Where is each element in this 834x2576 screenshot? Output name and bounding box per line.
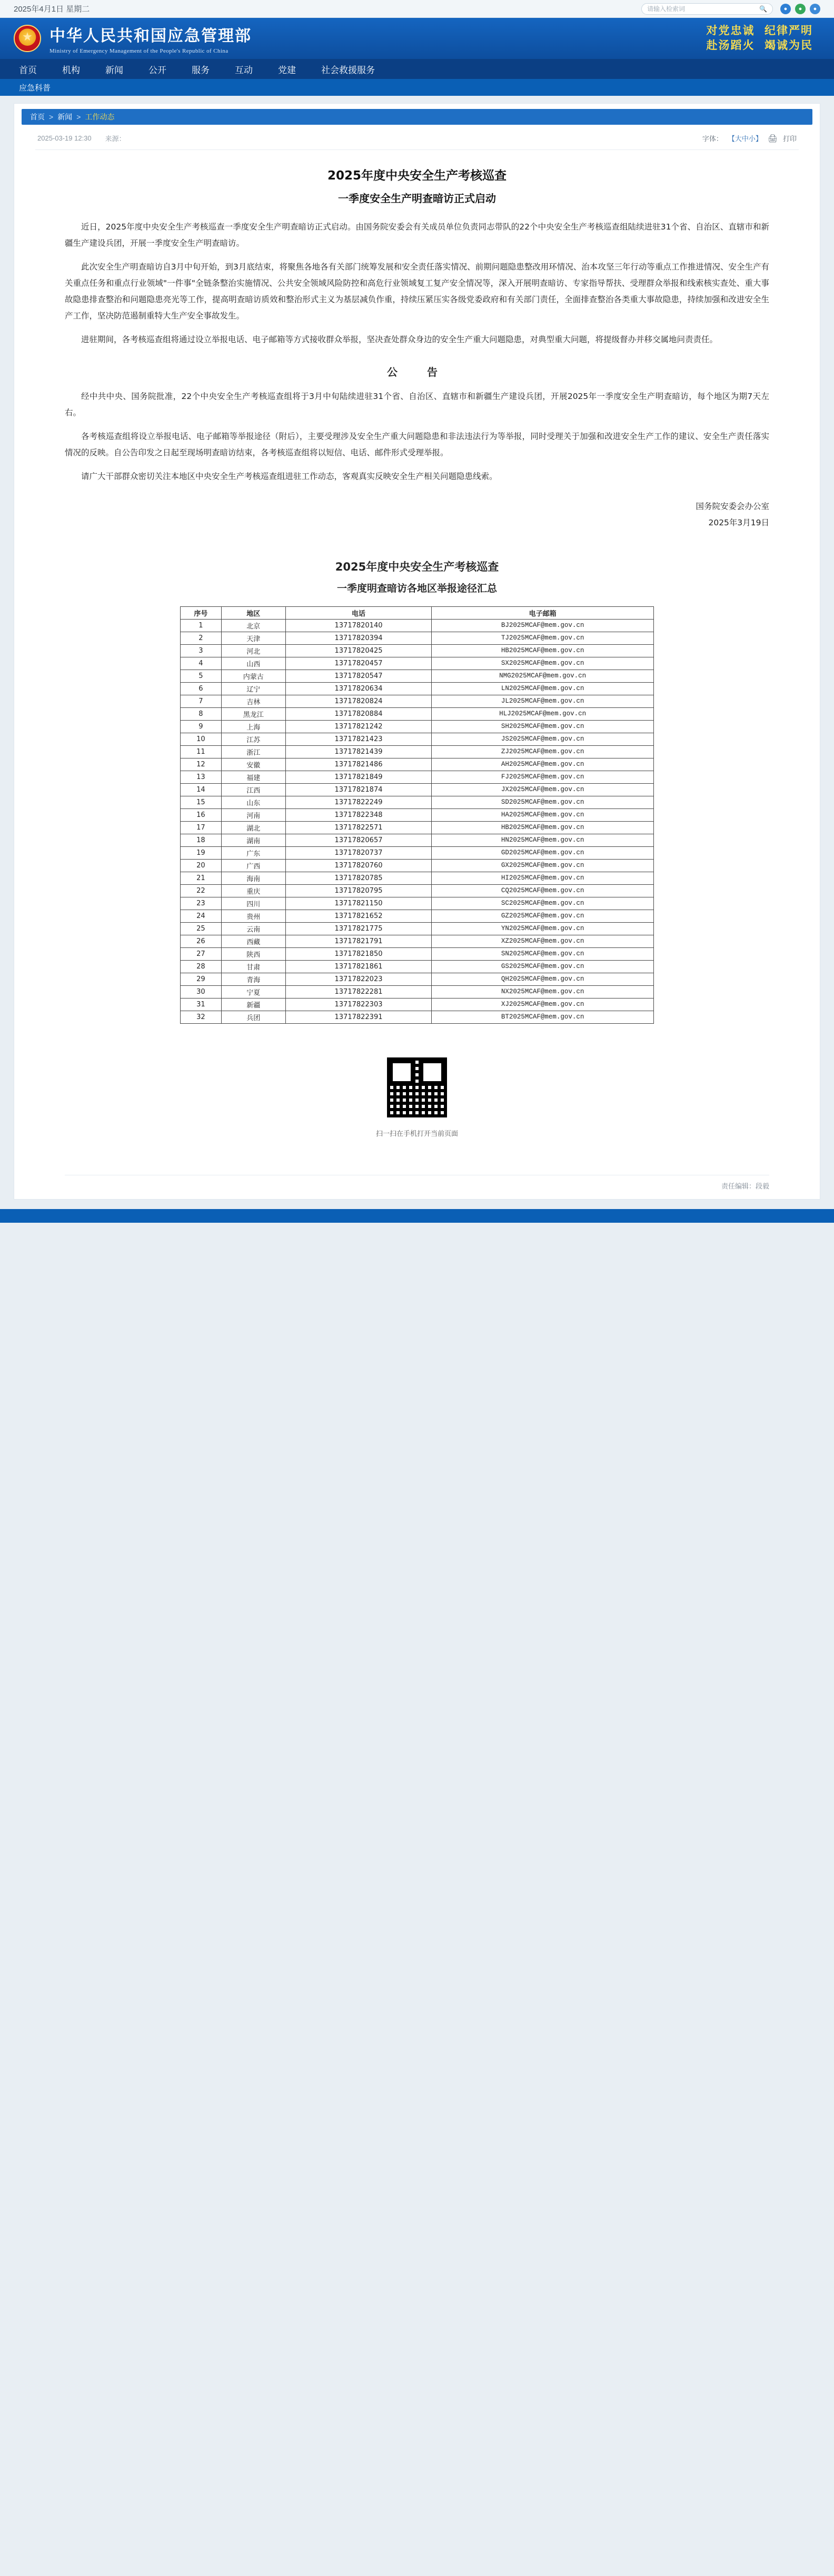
cell-phone: 13717821150 — [285, 897, 431, 910]
cell-index: 24 — [181, 910, 222, 922]
nav-item-social-rescue[interactable]: 社会救援服务 — [321, 65, 375, 75]
cell-region: 宁夏 — [221, 985, 285, 998]
cell-region: 北京 — [221, 619, 285, 632]
slogan-row-1 — [707, 24, 820, 38]
cell-index: 20 — [181, 859, 222, 872]
notice-paragraph: 请广大干部群众密切关注本地区中央安全生产考核巡查组进驻工作动态，客观真实反映安全生产相关问题隐患线索。 — [81, 471, 498, 481]
cell-region: 青海 — [221, 973, 285, 985]
qr-code-icon — [384, 1054, 450, 1121]
cell-phone: 13717822023 — [285, 973, 431, 985]
article-paragraph: 近日，2025年度中央安全生产考核巡查一季度安全生产明查暗访正式启动。由国务院安委会有关成员单位负责同志带队的22个中央安全生产考核巡查组陆续进驻31个省、自治区、直辖市和新疆生产建设兵团，开展一季度安全生产明查暗访。 — [65, 222, 769, 248]
table-row — [181, 947, 654, 960]
cell-region: 山西 — [221, 657, 285, 670]
table-row — [181, 808, 654, 821]
cell-email: XJ2025MCAF@mem.gov.cn — [432, 998, 654, 1011]
topbar-icon-group — [780, 4, 820, 14]
table-row — [181, 695, 654, 707]
cell-phone: 13717820785 — [285, 872, 431, 884]
cell-index: 11 — [181, 745, 222, 758]
table-row — [181, 998, 654, 1011]
cell-region: 内蒙古 — [221, 670, 285, 682]
cell-region: 江苏 — [221, 733, 285, 745]
cell-phone: 13717821861 — [285, 960, 431, 973]
cell-phone: 13717820140 — [285, 619, 431, 632]
cell-index: 31 — [181, 998, 222, 1011]
cell-region: 黑龙江 — [221, 707, 285, 720]
national-emblem-icon — [14, 25, 41, 52]
printer-icon[interactable]: 🖨 — [767, 134, 778, 143]
cell-region: 浙江 — [221, 745, 285, 758]
footer-strip — [0, 1209, 834, 1223]
cell-email: CQ2025MCAF@mem.gov.cn — [432, 884, 654, 897]
top-utility-bar — [0, 0, 834, 18]
site-title-block — [49, 23, 252, 54]
article-meta-bar — [35, 125, 799, 150]
search-input[interactable] — [641, 3, 773, 15]
cell-region: 兵团 — [221, 1011, 285, 1023]
cell-region: 山东 — [221, 796, 285, 808]
cell-email: BJ2025MCAF@mem.gov.cn — [432, 619, 654, 632]
cell-region: 广东 — [221, 846, 285, 859]
cell-phone: 13717820425 — [285, 644, 431, 657]
cell-email: SD2025MCAF@mem.gov.cn — [432, 796, 654, 808]
nav-item-disclosure[interactable]: 公开 — [148, 65, 166, 75]
cell-phone: 13717822303 — [285, 998, 431, 1011]
cell-phone: 13717821486 — [285, 758, 431, 771]
cell-index: 23 — [181, 897, 222, 910]
cell-email: JS2025MCAF@mem.gov.cn — [432, 733, 654, 745]
table-row — [181, 771, 654, 783]
cell-phone: 13717821849 — [285, 771, 431, 783]
cell-phone: 13717822348 — [285, 808, 431, 821]
site-title-cn: 中华人民共和国应急管理部 — [49, 27, 252, 45]
cell-index: 17 — [181, 821, 222, 834]
sub-navigation — [0, 79, 834, 96]
cell-email: HB2025MCAF@mem.gov.cn — [432, 821, 654, 834]
article-paragraph: 此次安全生产明查暗访自3月中旬开始，到3月底结束，将聚焦各地各有关部门统筹发展和安全责任落实情况、前期问题隐患整改用环情况、治本攻坚三年行动等重点工作推进情况、安全生产有关重点任务和重点行业领域"一件事"全链条整治实施情况、公共安全领域风险防控和高危行业领域复工复产安全情况等，深入开展明查暗访、专家指导帮扶、受理群众举报和线索核实查处、重大事故隐患排查整治和问题隐患亮光等工作，提高明查暗访质效和整治形式主义为基层减负作重，持续压紧压实各级党委政府和有关部门责任，全面排查整治各类重大事故隐患，持续加强和改进安全生产工作，坚决防范遏制重特大生产安全事故发生。 — [65, 262, 769, 321]
slogan-row-2 — [707, 38, 820, 53]
table-title: 2025年度中央安全生产考核巡查 — [335, 560, 499, 573]
cell-index: 30 — [181, 985, 222, 998]
page-bottom-gap — [14, 1200, 820, 1209]
content-panel — [14, 103, 820, 1200]
cell-region: 江西 — [221, 783, 285, 796]
wechat-icon[interactable]: ● — [780, 4, 791, 14]
cell-email: BT2025MCAF@mem.gov.cn — [432, 1011, 654, 1023]
table-row — [181, 733, 654, 745]
cell-email: GX2025MCAF@mem.gov.cn — [432, 859, 654, 872]
responsible-editor: 责任编辑：段毅 — [65, 1175, 769, 1199]
fontsize-options[interactable]: 【大中小】 — [728, 135, 762, 143]
notice-paragraph: 经中共中央、国务院批准，22个中央安全生产考核巡查组将于3月中旬陆续进驻31个省、自治区、直辖市和新疆生产建设兵团，开展2025年一季度安全生产明查暗访，每个地区为期7天左右。 — [65, 391, 769, 417]
table-row — [181, 745, 654, 758]
nav-item-party[interactable]: 党建 — [278, 65, 296, 75]
cell-email: XZ2025MCAF@mem.gov.cn — [432, 935, 654, 947]
cell-phone: 13717822281 — [285, 985, 431, 998]
cell-index: 15 — [181, 796, 222, 808]
cell-email: SN2025MCAF@mem.gov.cn — [432, 947, 654, 960]
cell-email: NX2025MCAF@mem.gov.cn — [432, 985, 654, 998]
cell-index: 3 — [181, 644, 222, 657]
report-table-body — [181, 619, 654, 1023]
cell-email: GZ2025MCAF@mem.gov.cn — [432, 910, 654, 922]
signature-date: 2025年3月19日 — [708, 517, 769, 527]
table-row — [181, 897, 654, 910]
cell-email: HLJ2025MCAF@mem.gov.cn — [432, 707, 654, 720]
nav-item-home[interactable]: 首页 — [19, 65, 37, 75]
app-icon[interactable]: ● — [810, 4, 820, 14]
cell-phone: 13717821791 — [285, 935, 431, 947]
breadcrumb-separator-1: > — [49, 113, 54, 121]
slogan-2: 纪律严明 — [764, 24, 813, 37]
fontsize-label: 字体： — [702, 135, 723, 143]
cell-region: 吉林 — [221, 695, 285, 707]
cell-email: JX2025MCAF@mem.gov.cn — [432, 783, 654, 796]
col-header-phone: 电话 — [285, 606, 431, 619]
table-row — [181, 670, 654, 682]
article-body — [14, 150, 820, 1159]
cell-email: HA2025MCAF@mem.gov.cn — [432, 808, 654, 821]
notice-paragraph: 各考核巡查组将设立举报电话、电子邮箱等举报途径（附后），主要受理涉及安全生产重大问题隐患和非法违法行为等举报，同时受理关于加强和改进安全生产工作的建议、安全生产责任落实情况的反映。自公告印发之日起至现场明查暗访结束，各考核巡查组将以短信、电话、邮件形式受理举报。 — [65, 431, 769, 457]
cell-index: 29 — [181, 973, 222, 985]
cell-region: 云南 — [221, 922, 285, 935]
nav-item-organization[interactable]: 机构 — [62, 65, 80, 75]
weibo-icon[interactable]: ● — [795, 4, 806, 14]
cell-phone: 13717820657 — [285, 834, 431, 846]
cell-email: TJ2025MCAF@mem.gov.cn — [432, 632, 654, 644]
cell-index: 4 — [181, 657, 222, 670]
cell-phone: 13717820457 — [285, 657, 431, 670]
table-row — [181, 796, 654, 808]
cell-phone: 13717821439 — [285, 745, 431, 758]
col-header-index: 序号 — [181, 606, 222, 619]
cell-index: 2 — [181, 632, 222, 644]
cell-region: 福建 — [221, 771, 285, 783]
cell-phone: 13717820737 — [285, 846, 431, 859]
qr-note: 扫一扫在手机打开当前页面 — [375, 1130, 458, 1138]
cell-index: 1 — [181, 619, 222, 632]
cell-phone: 13717821652 — [285, 910, 431, 922]
cell-region: 西藏 — [221, 935, 285, 947]
table-row — [181, 821, 654, 834]
cell-email: YN2025MCAF@mem.gov.cn — [432, 922, 654, 935]
signature-organization: 国务院安委会办公室 — [696, 501, 769, 511]
cell-region: 上海 — [221, 720, 285, 733]
main-navigation — [0, 59, 834, 79]
cell-region: 新疆 — [221, 998, 285, 1011]
cell-email: NMG2025MCAF@mem.gov.cn — [432, 670, 654, 682]
col-header-region: 地区 — [221, 606, 285, 619]
cell-region: 河北 — [221, 644, 285, 657]
table-row — [181, 644, 654, 657]
table-row — [181, 859, 654, 872]
breadcrumb — [22, 109, 812, 125]
table-row — [181, 960, 654, 973]
cell-index: 8 — [181, 707, 222, 720]
cell-index: 6 — [181, 682, 222, 695]
cell-email: AH2025MCAF@mem.gov.cn — [432, 758, 654, 771]
cell-index: 14 — [181, 783, 222, 796]
site-title-en: Ministry of Emergency Management of the People's Republic of China — [49, 48, 229, 54]
cell-email: HN2025MCAF@mem.gov.cn — [432, 834, 654, 846]
cell-phone: 13717821242 — [285, 720, 431, 733]
cell-region: 广西 — [221, 859, 285, 872]
cell-email: FJ2025MCAF@mem.gov.cn — [432, 771, 654, 783]
cell-index: 32 — [181, 1011, 222, 1023]
print-label[interactable]: 打印 — [782, 135, 797, 143]
cell-phone: 13717821874 — [285, 783, 431, 796]
cell-email: SC2025MCAF@mem.gov.cn — [432, 897, 654, 910]
table-row — [181, 884, 654, 897]
cell-index: 21 — [181, 872, 222, 884]
subnav-item-kepu[interactable]: 应急科普 — [19, 83, 51, 93]
cell-index: 16 — [181, 808, 222, 821]
table-row — [181, 973, 654, 985]
cell-phone: 13717820634 — [285, 682, 431, 695]
cell-phone: 13717820760 — [285, 859, 431, 872]
cell-email: ZJ2025MCAF@mem.gov.cn — [432, 745, 654, 758]
cell-index: 26 — [181, 935, 222, 947]
cell-region: 陕西 — [221, 947, 285, 960]
col-header-email: 电子邮箱 — [432, 606, 654, 619]
page-body — [0, 96, 834, 1209]
slogan-4: 竭诚为民 — [764, 39, 813, 52]
cell-region: 安徽 — [221, 758, 285, 771]
cell-email: SX2025MCAF@mem.gov.cn — [432, 657, 654, 670]
table-row — [181, 619, 654, 632]
cell-email: LN2025MCAF@mem.gov.cn — [432, 682, 654, 695]
breadcrumb-section[interactable]: 新闻 — [57, 113, 73, 121]
notice-heading: 公 告 — [387, 365, 447, 378]
cell-index: 12 — [181, 758, 222, 771]
table-subtitle: 一季度明查暗访各地区举报途径汇总 — [336, 582, 497, 594]
cell-email: SH2025MCAF@mem.gov.cn — [432, 720, 654, 733]
cell-region: 辽宁 — [221, 682, 285, 695]
search-icon[interactable]: 🔍 — [759, 5, 767, 13]
cell-email: GD2025MCAF@mem.gov.cn — [432, 846, 654, 859]
cell-region: 甘肃 — [221, 960, 285, 973]
cell-index: 10 — [181, 733, 222, 745]
cell-region: 河南 — [221, 808, 285, 821]
cell-email: GS2025MCAF@mem.gov.cn — [432, 960, 654, 973]
breadcrumb-current: 工作动态 — [85, 113, 115, 121]
table-row — [181, 707, 654, 720]
cell-phone: 13717821423 — [285, 733, 431, 745]
current-date: 2025年4月1日 星期二 — [14, 5, 90, 14]
cell-phone: 13717821775 — [285, 922, 431, 935]
table-row — [181, 910, 654, 922]
page-subtitle: 一季度安全生产明查暗访正式启动 — [338, 192, 496, 205]
table-row — [181, 720, 654, 733]
cell-phone: 13717822249 — [285, 796, 431, 808]
publish-datetime: 2025-03-19 12:30 — [37, 134, 92, 142]
table-row — [181, 657, 654, 670]
table-row — [181, 834, 654, 846]
table-row — [181, 783, 654, 796]
cell-phone: 13717820795 — [285, 884, 431, 897]
cell-index: 28 — [181, 960, 222, 973]
source-label: 来源： — [105, 135, 126, 143]
table-row — [181, 758, 654, 771]
search-placeholder: 请输入检索词 — [647, 5, 686, 13]
cell-index: 13 — [181, 771, 222, 783]
table-row — [181, 985, 654, 998]
slogan-1: 对党忠诚 — [706, 24, 755, 37]
cell-index: 19 — [181, 846, 222, 859]
slogan-3: 赴汤蹈火 — [706, 39, 755, 52]
cell-region: 四川 — [221, 897, 285, 910]
cell-email: QH2025MCAF@mem.gov.cn — [432, 973, 654, 985]
signature-block — [65, 498, 769, 531]
cell-region: 湖北 — [221, 821, 285, 834]
cell-email: HB2025MCAF@mem.gov.cn — [432, 644, 654, 657]
table-row — [181, 846, 654, 859]
cell-index: 9 — [181, 720, 222, 733]
cell-index: 25 — [181, 922, 222, 935]
cell-phone: 13717820394 — [285, 632, 431, 644]
qr-block — [65, 1054, 769, 1138]
cell-region: 湖南 — [221, 834, 285, 846]
table-row — [181, 872, 654, 884]
cell-phone: 13717822391 — [285, 1011, 431, 1023]
site-banner — [0, 18, 834, 59]
cell-index: 27 — [181, 947, 222, 960]
cell-index: 18 — [181, 834, 222, 846]
table-row — [181, 935, 654, 947]
table-row — [181, 632, 654, 644]
article-paragraph: 进驻期间，各考核巡查组将通过设立举报电话、电子邮箱等方式接收群众举报，坚决查处群众身边的安全生产重大问题隐患，对典型重大问题，将提级督办并移交属地问责责任。 — [81, 334, 718, 344]
cell-region: 贵州 — [221, 910, 285, 922]
report-table — [180, 606, 654, 1024]
page-title: 2025年度中央安全生产考核巡查 — [327, 169, 507, 183]
cell-index: 22 — [181, 884, 222, 897]
cell-region: 重庆 — [221, 884, 285, 897]
slogan-block — [707, 24, 820, 54]
cell-index: 7 — [181, 695, 222, 707]
cell-phone: 13717822571 — [285, 821, 431, 834]
nav-item-interaction[interactable]: 互动 — [235, 65, 253, 75]
table-row — [181, 922, 654, 935]
cell-phone: 13717821850 — [285, 947, 431, 960]
table-row — [181, 1011, 654, 1023]
cell-phone: 13717820824 — [285, 695, 431, 707]
cell-index: 5 — [181, 670, 222, 682]
cell-phone: 13717820884 — [285, 707, 431, 720]
cell-region: 天津 — [221, 632, 285, 644]
table-header-row — [181, 606, 654, 619]
cell-email: JL2025MCAF@mem.gov.cn — [432, 695, 654, 707]
nav-item-news[interactable]: 新闻 — [105, 65, 123, 75]
breadcrumb-separator-2: > — [76, 113, 81, 121]
cell-phone: 13717820547 — [285, 670, 431, 682]
table-row — [181, 682, 654, 695]
cell-region: 海南 — [221, 872, 285, 884]
breadcrumb-home[interactable]: 首页 — [30, 113, 45, 121]
nav-item-services[interactable]: 服务 — [192, 65, 210, 75]
cell-email: HI2025MCAF@mem.gov.cn — [432, 872, 654, 884]
meta-right-tools — [702, 133, 797, 143]
